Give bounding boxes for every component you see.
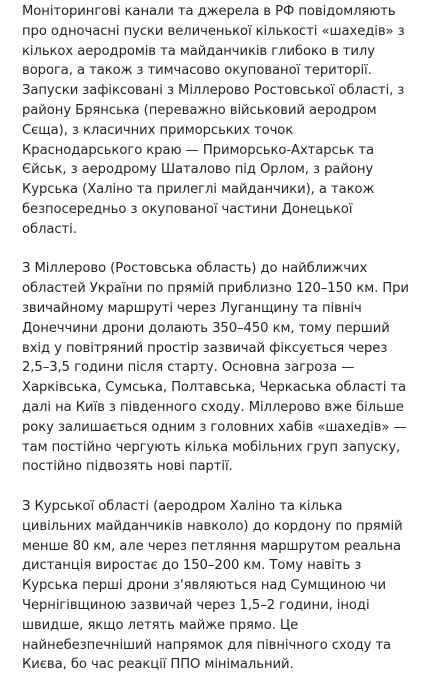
paragraph-millerovo: З Міллерово (Ростовська область) до найближчих областей України по прямій приблизно 120–150 км. При звичайному маршруті через Луганщину та північ Донеччини дрони долають 350–450 км, тому перший вхід у повітряний простір зазвичай фіксується через 2,5–3,5 години після старту. Основна загроза — Харківська, Сумська, Полтавська, Черкаська області та далі на Київ з південного сходу. Міллерово вже більше року залишається одним з головних хабів «шахедів» — там постійно чергують кілька мобільних груп запуску, постійно підвозять нові партії. — [22, 261, 409, 475]
paragraph-launch-sites: Моніторингові канали та джерела в РФ повідомляють про одночасні пуски величенької кількості «шахедів» з кількох аеродромів та майданчиків глибоко в тилу ворога, а також з тимчасово окупованої території. Запуски зафіксовані з Міллерово Ростовської області, з району Брянська (переважно військовий аеродром Сєща), з класичних приморських точок Краснодарського краю — Приморсько-Ахтарськ та Єйськ, з аеродрому Шаталово під Орлом, з району Курська (Халіно та прилеглі майданчики), а також безпосередньо з окупованої частини Донецької області. — [22, 4, 405, 237]
paragraph-kursk: З Курської області (аеродром Халіно та кілька цивільних майданчиків навколо) до кордону по прямій менше 80 км, але через петляння маршрутом реальна дистанція виростає до 150–200 км. Тому навіть з Курська перші дрони з'являються над Сумщиною чи Чернігівщиною зазвичай через 1,5–2 години, іноді швидше, якщо летять майже прямо. Це найнебезпечніший напрямок для північного сходу та Києва, бо час реакції ППО мінімальний. — [22, 498, 403, 673]
